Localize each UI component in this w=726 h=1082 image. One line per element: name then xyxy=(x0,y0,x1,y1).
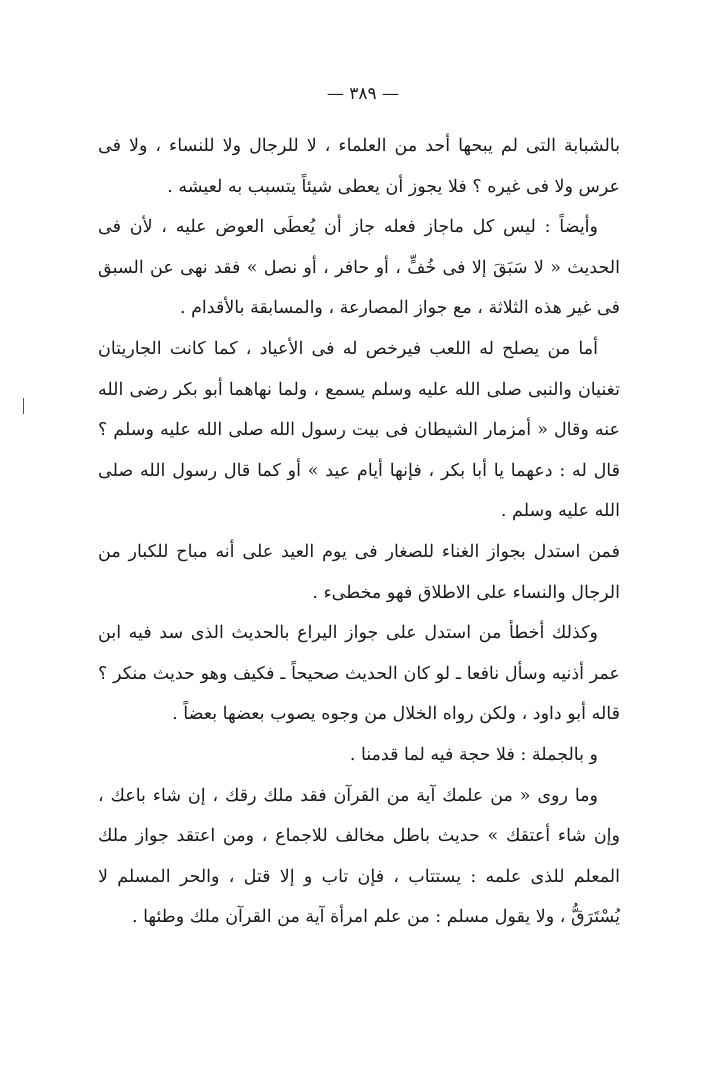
paragraph: وما روى « من علمك آية من القرآن فقد ملك رقك ، إن شاء باعك ، وإن شاء أعتقك » حديث باطل مخالف للاجماع ، ومن اعتقد جواز ملك المعلم للذى علمه : يستتاب ، فإن تاب و إلا قتل ، والحر المسلم لا يُسْتَرَقُّ ، ولا يقول مسلم : من علم امرأة آية من القرآن ملك وطئها . xyxy=(98,785,620,928)
margin-mark xyxy=(23,398,24,414)
paragraph: أما من يصلح له اللعب فيرخص له فى الأعياد ، كما كانت الجاريتان تغنيان والنبى صلى الله عليه وسلم يسمع ، ولما نهاهما أبو بكر رضى الله عنه وقال « أمزمار الشيطان فى بيت رسول الله صلى الله عليه وسلم ؟ قال له : دعهما يا أبا بكر ، فإنها أيام عيد » أو كما قال رسول الله صلى الله عليه وسلم . xyxy=(98,338,620,522)
paragraph: فمن استدل بجواز الغناء للصغار فى يوم العيد على أنه مباح للكبار من الرجال والنساء على الاطلاق فهو مخطىء . xyxy=(98,541,620,603)
paragraph: و بالجملة : فلا حجة فيه لما قدمنا . xyxy=(349,744,598,765)
page-number: — ٣٨٩ — xyxy=(326,84,400,104)
paragraph: وكذلك أخطأ من استدل على جواز اليراع بالحديث الذى سد فيه ابن عمر أذنيه وسأل نافعا ـ لو كان الحديث صحيحاً ـ فكيف وهو حديث منكر ؟ قاله أبو داود ، ولكن رواه الخلال من وجوه يصوب بعضها بعضاً . xyxy=(98,623,620,725)
paragraph: بالشبابة التى لم يبحها أحد من العلماء ، لا للرجال ولا للنساء ، ولا فى عرس ولا فى غيره ؟ فلا يجوز أن يعطى شيئاً يتسبب به لعيشه . xyxy=(98,136,620,197)
page-body xyxy=(98,126,620,938)
paragraph: وأيضاً : ليس كل ماجاز فعله جاز أن يُعطَى العوض عليه ، لأن فى الحديث « لا سَبَقَ إلا فى خُفٍّ ، أو حافر ، أو نصل » فقد نهى عن السبق فى غير هذه الثلاثة ، مع جواز المصارعة ، والمسابقة بالأقدام . xyxy=(98,217,620,319)
